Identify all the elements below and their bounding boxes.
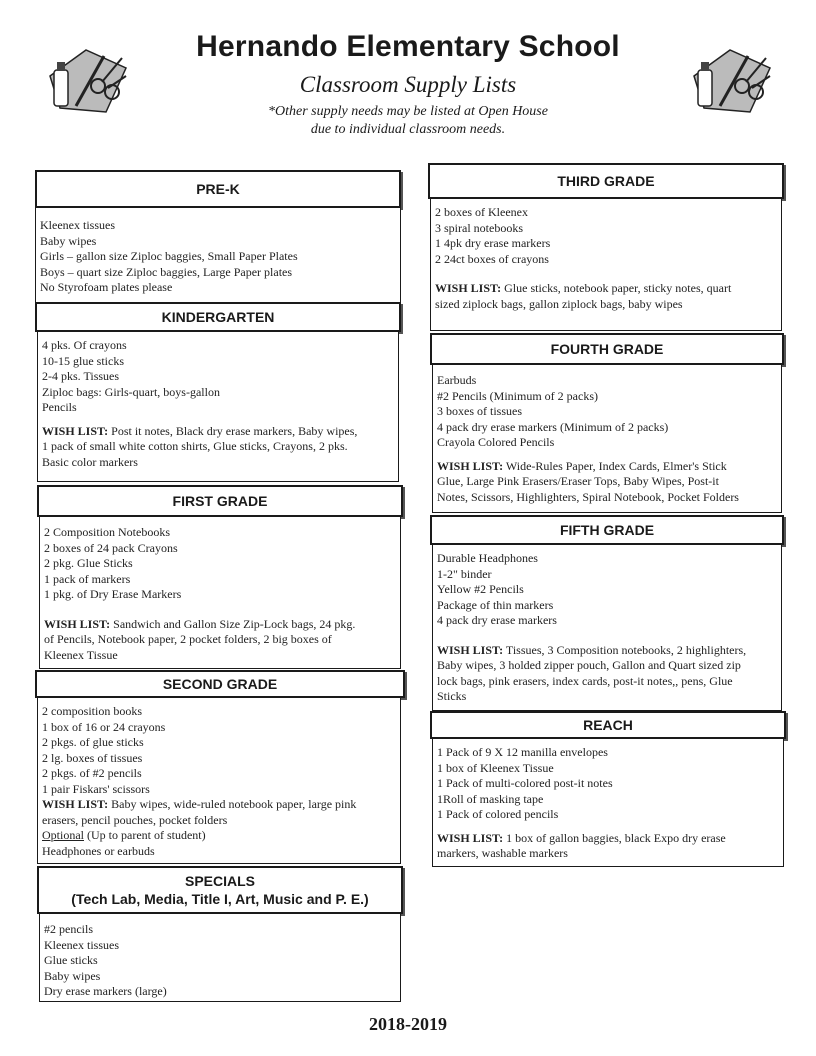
second-grade-header: SECOND GRADE <box>35 670 405 698</box>
wish-list <box>42 424 394 440</box>
wish-list-label: WISH LIST: <box>437 830 504 845</box>
list-item: 2 lg. boxes of tissues <box>42 750 143 765</box>
list-item: 2 boxes of 24 pack Crayons <box>44 540 178 555</box>
optional-section <box>42 828 396 844</box>
list-item: 2-4 pks. Tissues <box>42 369 120 383</box>
fifth-grade-header: FIFTH GRADE <box>430 515 784 545</box>
list-item: Boys – quart size Ziploc baggies, Large Paper plates <box>40 264 293 279</box>
wish-list-text: Kleenex Tissue <box>44 647 118 662</box>
list-item: Earbuds <box>437 373 477 387</box>
third-grade-header: THIRD GRADE <box>428 163 784 199</box>
list-item: 1 box of 16 or 24 crayons <box>42 719 166 734</box>
kindergarten-list <box>37 332 399 482</box>
list-item: Glue sticks <box>44 953 98 967</box>
wish-list <box>44 617 396 633</box>
wish-list <box>437 831 779 847</box>
list-item: 2 pkgs. of glue sticks <box>42 735 144 749</box>
list-item: Yellow #2 Pencils <box>437 582 524 596</box>
specials-header <box>37 866 403 914</box>
prek-header: PRE-K <box>35 170 401 208</box>
list-item: Package of thin markers <box>437 597 554 612</box>
wish-list-text: Glue, Large Pink Erasers/Eraser Tops, Baby Wipes, Post-it <box>437 474 719 488</box>
list-item: Baby wipes <box>40 233 97 248</box>
wish-list-text: 1 pack of small white cotton shirts, Glue sticks, Crayons, 2 pks. <box>42 439 348 453</box>
list-item: 3 spiral notebooks <box>435 220 523 235</box>
wish-list-text: Wide-Rules Paper, Index Cards, Elmer's Stick <box>503 458 727 473</box>
wish-list-text: Notes, Scissors, Highlighters, Spiral Notebook, Pocket Folders <box>437 489 739 504</box>
list-item: 1 box of Kleenex Tissue <box>437 760 554 775</box>
wish-list <box>42 797 396 813</box>
wish-list-text: sized ziplock bags, gallon ziplock bags, baby wipes <box>435 296 683 311</box>
wish-list-text: Glue sticks, notebook paper, sticky notes, quart <box>501 281 732 295</box>
second-grade-list <box>37 698 401 864</box>
list-item: Kleenex tissues <box>44 937 119 952</box>
reach-header: REACH <box>430 711 786 739</box>
wish-list-label: WISH LIST: <box>42 797 109 811</box>
list-item: Headphones or earbuds <box>42 843 155 858</box>
wish-list-text: Baby wipes, 3 holded zipper pouch, Gallon and Quart sized zip <box>437 658 741 672</box>
wish-list <box>437 643 777 659</box>
fifth-grade-list <box>432 545 782 711</box>
list-item: 4 pks. Of crayons <box>42 338 127 352</box>
wish-list-label: WISH LIST: <box>42 423 109 438</box>
wish-list-text: Baby wipes, wide-ruled notebook paper, large pink <box>108 797 357 811</box>
list-item: No Styrofoam plates please <box>40 280 173 294</box>
wish-list-text: Tissues, 3 Composition notebooks, 2 highlighters, <box>503 642 747 657</box>
wish-list-text: Post it notes, Black dry erase markers, Baby wipes, <box>108 423 358 438</box>
list-item: Kleenex tissues <box>40 218 115 232</box>
list-item: 2 composition books <box>42 704 143 718</box>
specials-list <box>39 914 401 1002</box>
prek-list <box>35 208 401 304</box>
list-item: Pencils <box>42 400 77 414</box>
wish-list-text: lock bags, pink erasers, index cards, post-it notes,, pens, Glue <box>437 673 733 688</box>
list-item: 1 Pack of 9 X 12 manilla envelopes <box>437 745 608 759</box>
first-grade-list <box>39 517 401 669</box>
optional-label: Optional <box>42 828 84 842</box>
list-item: 1Roll of masking tape <box>437 791 544 806</box>
list-item: 2 pkg. Glue Sticks <box>44 556 133 570</box>
list-item: 1 pack of markers <box>44 571 131 586</box>
wish-list-text: Sandwich and Gallon Size Zip-Lock bags, 24 pkg. <box>110 616 356 631</box>
wish-list-label: WISH LIST: <box>437 458 504 473</box>
list-item: 4 pack dry erase markers (Minimum of 2 packs) <box>437 419 669 434</box>
wish-list-text: markers, washable markers <box>437 846 568 860</box>
list-item: 1 4pk dry erase markers <box>435 236 551 250</box>
wish-list-label: WISH LIST: <box>437 642 504 657</box>
third-grade-list <box>430 199 782 331</box>
list-item: #2 Pencils (Minimum of 2 packs) <box>437 388 598 403</box>
wish-list-text: erasers, pencil pouches, pocket folders <box>42 812 228 827</box>
wish-list-text: Basic color markers <box>42 454 138 469</box>
list-item: 1 pair Fiskars' scissors <box>42 781 150 796</box>
list-item: 1 pkg. of Dry Erase Markers <box>44 587 182 601</box>
list-item: 2 pkgs. of #2 pencils <box>42 766 142 780</box>
wish-list-text: of Pencils, Notebook paper, 2 pocket folders, 2 big boxes of <box>44 632 332 646</box>
list-item: 3 boxes of tissues <box>437 404 522 418</box>
note-line-1: *Other supply needs may be listed at Open House <box>268 104 548 119</box>
wish-list-label: WISH LIST: <box>435 281 502 295</box>
list-item: Girls – gallon size Ziploc baggies, Small Paper Plates <box>40 249 298 263</box>
specials-title: SPECIALS <box>184 873 255 889</box>
list-item: Dry erase markers (large) <box>44 984 167 998</box>
wish-list <box>437 459 777 475</box>
list-item: 10-15 glue sticks <box>42 353 124 368</box>
list-item: Baby wipes <box>44 968 101 983</box>
wish-list-label: WISH LIST: <box>44 616 111 631</box>
school-year: 2018-2019 <box>369 1014 447 1034</box>
note-line-2: due to individual classroom needs. <box>310 122 506 137</box>
list-item: 1 Pack of multi-colored post-it notes <box>437 776 613 790</box>
list-item: 4 pack dry erase markers <box>437 613 557 627</box>
list-item: 2 Composition Notebooks <box>44 525 171 539</box>
list-item: 2 boxes of Kleenex <box>435 205 528 219</box>
page-title: Hernando Elementary School <box>196 30 620 63</box>
specials-subtitle: (Tech Lab, Media, Title I, Art, Music and P. E.) <box>71 891 369 907</box>
list-item: 1 Pack of colored pencils <box>437 807 559 821</box>
page-subtitle: Classroom Supply Lists <box>299 72 517 97</box>
fourth-grade-header: FOURTH GRADE <box>430 333 784 365</box>
list-item: Durable Headphones <box>437 551 538 565</box>
list-item: #2 pencils <box>44 922 93 936</box>
kindergarten-header: KINDERGARTEN <box>35 302 401 332</box>
first-grade-header: FIRST GRADE <box>37 485 403 517</box>
wish-list <box>435 281 777 297</box>
list-item: 2 24ct boxes of crayons <box>435 251 549 266</box>
optional-note: (Up to parent of student) <box>84 828 206 842</box>
fourth-grade-list <box>432 365 782 513</box>
list-item: Crayola Colored Pencils <box>437 435 555 449</box>
wish-list-text: Sticks <box>437 689 467 703</box>
reach-list <box>432 739 784 867</box>
wish-list-text: 1 box of gallon baggies, black Expo dry erase <box>503 830 726 845</box>
list-item: Ziploc bags: Girls-quart, boys-gallon <box>42 384 220 399</box>
list-item: 1-2" binder <box>437 566 492 581</box>
